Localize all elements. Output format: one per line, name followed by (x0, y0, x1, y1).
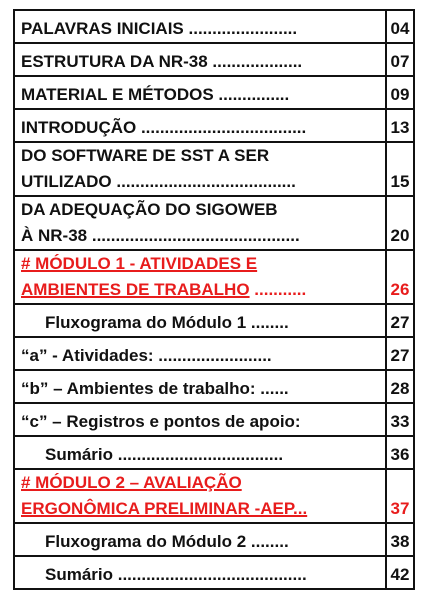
toc-title-line: Sumário ................................... (45, 445, 284, 464)
toc-title-line: “b” – Ambientes de trabalho: ...... (21, 379, 289, 398)
toc-page-number: 04 (386, 10, 414, 43)
toc-page-number: 33 (386, 403, 414, 436)
toc-page-number: 42 (386, 556, 414, 589)
toc-title-line: “a” - Atividades: ........................ (21, 346, 272, 365)
toc-title (14, 43, 386, 76)
toc-title (14, 556, 386, 589)
toc-title-line-wrap (21, 277, 381, 303)
toc-title (14, 469, 386, 523)
toc-title (14, 370, 386, 403)
toc-title (14, 142, 386, 196)
toc-title-line: Fluxograma do Módulo 1 ........ (45, 313, 289, 332)
toc-page-number: 13 (386, 109, 414, 142)
toc-title (14, 337, 386, 370)
toc-row (14, 109, 414, 142)
toc-row (14, 523, 414, 556)
toc-title (14, 196, 386, 250)
toc-page-number: 09 (386, 76, 414, 109)
toc-page-number: 36 (386, 436, 414, 469)
toc-title-line: INTRODUÇÃO ................................... (21, 118, 307, 137)
toc-row (14, 76, 414, 109)
toc-title-line: MATERIAL E MÉTODOS ............... (21, 85, 290, 104)
toc-title (14, 523, 386, 556)
toc-page-number: 37 (386, 469, 414, 523)
toc-title-line: # MÓDULO 2 – AVALIAÇÃO (21, 473, 242, 492)
toc-page-number: 28 (386, 370, 414, 403)
toc-title-line: À NR-38 ............................................ (21, 226, 300, 245)
toc-row (14, 142, 414, 196)
toc-title-line: UTILIZADO ...................................... (21, 172, 296, 191)
toc-page-number: 20 (386, 196, 414, 250)
toc-title (14, 76, 386, 109)
toc-title (14, 10, 386, 43)
toc-title-line: Sumário ........................................ (45, 565, 307, 584)
toc-page-number: 26 (386, 250, 414, 304)
toc-row (14, 370, 414, 403)
toc-title-line: ERGONÔMICA PRELIMINAR -AEP... (21, 499, 308, 518)
toc-title (14, 304, 386, 337)
toc-title-line: “c” – Registros e pontos de apoio: (21, 412, 301, 431)
toc-title (14, 403, 386, 436)
toc-page-number: 07 (386, 43, 414, 76)
toc-title (14, 109, 386, 142)
toc-title-dots: ........... (249, 280, 307, 299)
toc-page-number: 27 (386, 304, 414, 337)
toc-page-number: 15 (386, 142, 414, 196)
toc-title-line: PALAVRAS INICIAIS ....................... (21, 19, 298, 38)
table-of-contents (13, 9, 415, 590)
toc-title-line: DA ADEQUAÇÃO DO SIGOWEB (21, 200, 278, 219)
toc-page-number: 38 (386, 523, 414, 556)
toc-title (14, 436, 386, 469)
toc-row (14, 556, 414, 589)
toc-row (14, 403, 414, 436)
toc-title-line: ESTRUTURA DA NR-38 ................... (21, 52, 303, 71)
toc-row (14, 337, 414, 370)
toc-row (14, 43, 414, 76)
toc-row-module-1 (14, 250, 414, 304)
toc-row (14, 196, 414, 250)
toc-title (14, 250, 386, 304)
toc-title-line: DO SOFTWARE DE SST A SER (21, 146, 270, 165)
toc-title-line: AMBIENTES DE TRABALHO (21, 280, 250, 299)
toc-row (14, 304, 414, 337)
toc-row-module-2 (14, 469, 414, 523)
toc-row (14, 436, 414, 469)
toc-title-line: # MÓDULO 1 - ATIVIDADES E (21, 254, 258, 273)
toc-title-line: Fluxograma do Módulo 2 ........ (45, 532, 289, 551)
toc-row (14, 10, 414, 43)
toc-page-number: 27 (386, 337, 414, 370)
